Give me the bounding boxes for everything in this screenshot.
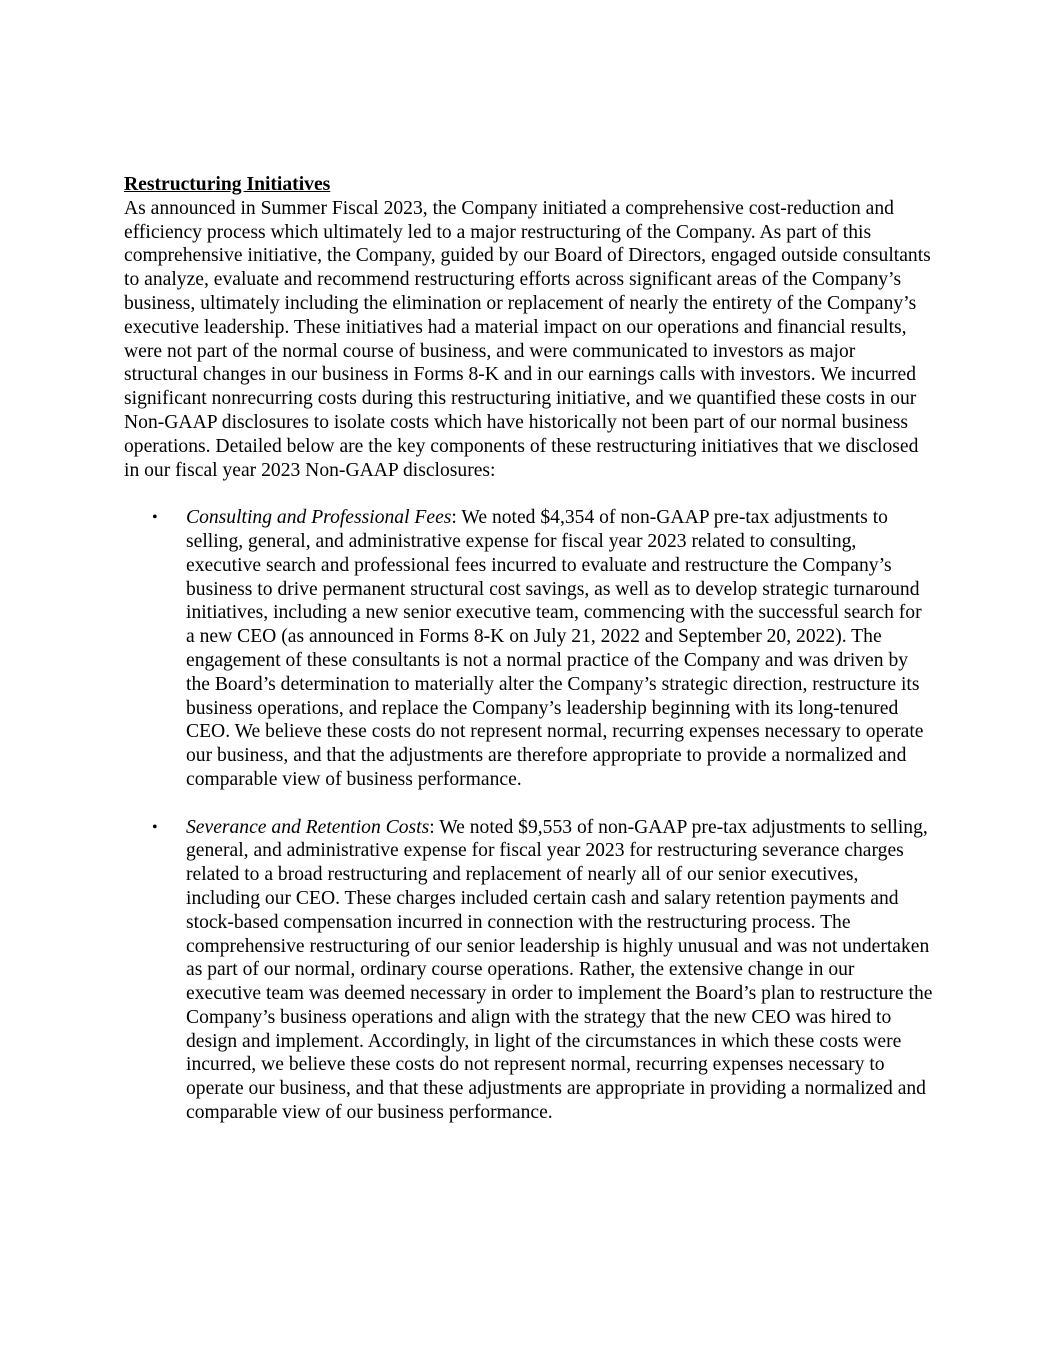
- bullet-icon: •: [152, 509, 158, 527]
- bullet-separator: :: [429, 816, 440, 838]
- list-item-severance-costs: [124, 816, 934, 1125]
- bullet-icon: •: [152, 818, 158, 836]
- section-heading: Restructuring Initiatives: [124, 174, 331, 195]
- document-page: [124, 173, 934, 1125]
- bullet-separator: :: [451, 507, 462, 529]
- restructuring-components-list: [124, 506, 934, 1125]
- intro-paragraph: As announced in Summer Fiscal 2023, the Company initiated a comprehensive cost-reduction and efficiency process which ultimately led to a major restructuring of the Company. As part of this comprehensive initiative, the Company, guided by our Board of Directors, engaged outside consultants to analyze, evaluate and recommend restructuring efforts across significant areas of the Company’s business, ultimately including the elimination or replacement of nearly the entirety of the Company’s executive leadership. These initiatives had a material impact on our operations and financial results, were not part of the normal course of business, and were communicated to investors as major structural changes in our business in Forms 8-K and in our earnings calls with investors. We incurred significant nonrecurring costs during this restructuring initiative, and we quantified these costs in our Non-GAAP disclosures to isolate costs which have historically not been part of our normal business operations. Detailed below are the key components of these restructuring initiatives that we disclosed in our fiscal year 2023 Non-GAAP disclosures:: [124, 197, 931, 481]
- bullet-text: We noted $9,553 of non-GAAP pre-tax adjustments to selling, general, and administrative expense for fiscal year 2023 for restructuring severance charges related to a broad restructuring and replacement of nearly all of our senior executives, including our CEO. These charges included certain cash and salary retention payments and stock-based compensation incurred in connection with the restructuring process. The comprehensive restructuring of our senior leadership is highly unusual and was not undertaken as part of our normal, ordinary course operations. Rather, the extensive change in our executive team was deemed necessary in order to implement the Board’s plan to restructure the Company’s business operations and align with the strategy that the new CEO was hired to design and implement. Accordingly, in light of the circumstances in which these costs were incurred, we believe these costs do not represent normal, recurring expenses necessary to operate our business, and that these adjustments are appropriate in providing a normalized and comparable view of our business performance.: [186, 816, 933, 1124]
- bullet-text: We noted $4,354 of non-GAAP pre-tax adjustments to selling, general, and administrative expense for fiscal year 2023 related to consulting, executive search and professional fees incurred to evaluate and restructure the Company’s business to drive permanent structural cost savings, as well as to develop strategic turnaround initiatives, including a new senior executive team, commencing with the successful search for a new CEO (as announced in Forms 8-K on July 21, 2022 and September 20, 2022). The engagement of these consultants is not a normal practice of the Company and was driven by the Board’s determination to materially alter the Company’s strategic direction, restructure its business operations, and replace the Company’s leadership beginning with its long-tenured CEO. We believe these costs do not represent normal, recurring expenses necessary to operate our business, and that the adjustments are therefore appropriate to provide a normalized and comparable view of business performance.: [186, 507, 924, 790]
- list-item-consulting-fees: [124, 506, 934, 792]
- bullet-term: Severance and Retention Costs: [186, 816, 430, 838]
- bullet-term: Consulting and Professional Fees: [186, 507, 452, 529]
